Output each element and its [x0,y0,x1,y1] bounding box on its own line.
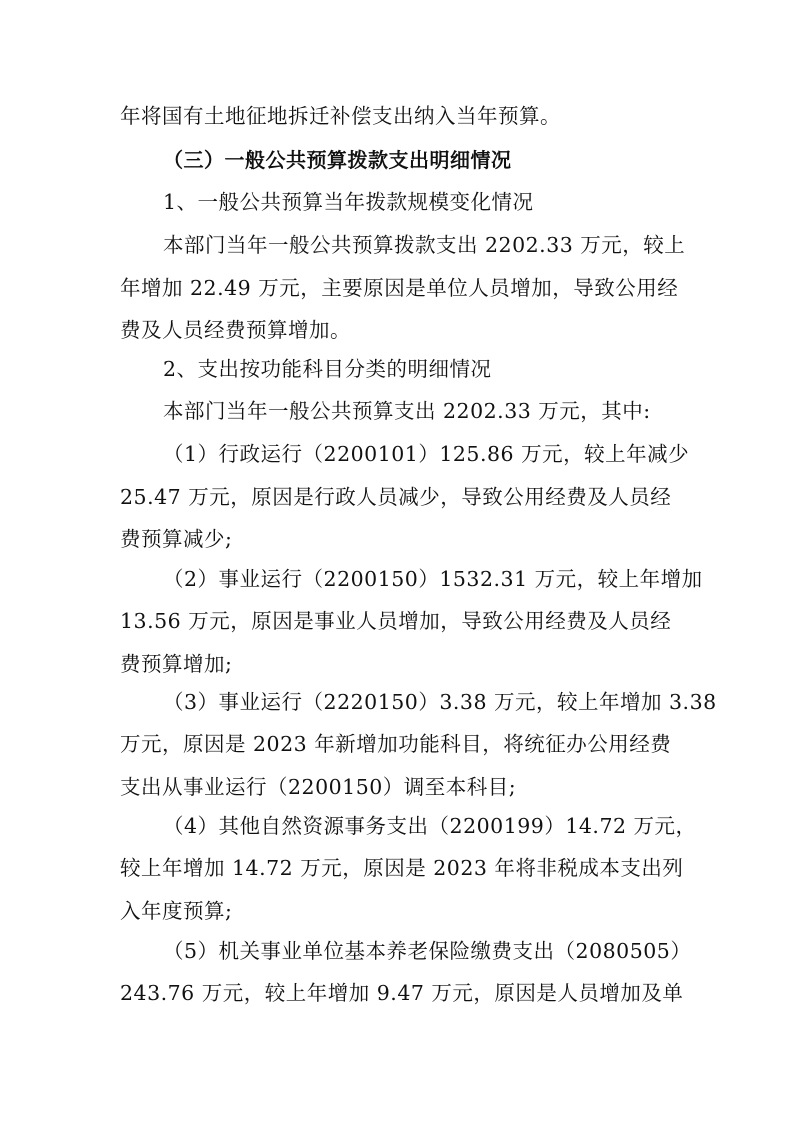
body-line: 年增加 22.49 万元，主要原因是单位人员增加，导致公用经 [120,276,679,300]
body-line: 年将国有土地征地拆迁补偿支出纳入当年预算。 [120,104,561,128]
list-item-line: 费预算增加; [120,652,233,676]
list-item-line: （4）其他自然资源事务支出（2200199）14.72 万元， [163,814,697,838]
list-item-line: 243.76 万元，较上年增加 9.47 万元，原因是人员增加及单 [120,981,684,1005]
list-item-line: （2）事业运行（2200150）1532.31 万元，较上年增加 [163,567,703,591]
list-item-line: 费预算减少; [120,527,233,551]
subsection-heading: 2、支出按功能科目分类的明细情况 [163,357,492,381]
list-item-line: 万元，原因是 2023 年新增加功能科目，将统征办公用经费 [120,732,672,756]
subsection-heading: 1、一般公共预算当年拨款规模变化情况 [163,190,534,214]
list-item-line: 25.47 万元，原因是行政人员减少，导致公用经费及人员经 [120,485,672,509]
list-item-line: 入年度预算; [120,899,233,923]
list-item-line: 支出从事业运行（2200150）调至本科目; [120,775,517,799]
list-item-line: （1）行政运行（2200101）125.86 万元，较上年减少 [163,442,690,466]
body-line: 本部门当年一般公共预算拨款支出 2202.33 万元，较上 [163,233,686,257]
list-item-line: （3）事业运行（2220150）3.38 万元，较上年增加 3.38 [163,690,717,714]
body-line: 费及人员经费预算增加。 [120,318,351,342]
list-item-line: （5）机关事业单位基本养老保险缴费支出（2080505） [163,939,692,963]
list-item-line: 较上年增加 14.72 万元，原因是 2023 年将非税成本支出列 [120,856,684,880]
section-heading: （三）一般公共预算拨款支出明细情况 [163,148,512,172]
body-line: 本部门当年一般公共预算支出 2202.33 万元，其中: [163,399,651,423]
list-item-line: 13.56 万元，原因是事业人员增加，导致公用经费及人员经 [120,609,672,633]
